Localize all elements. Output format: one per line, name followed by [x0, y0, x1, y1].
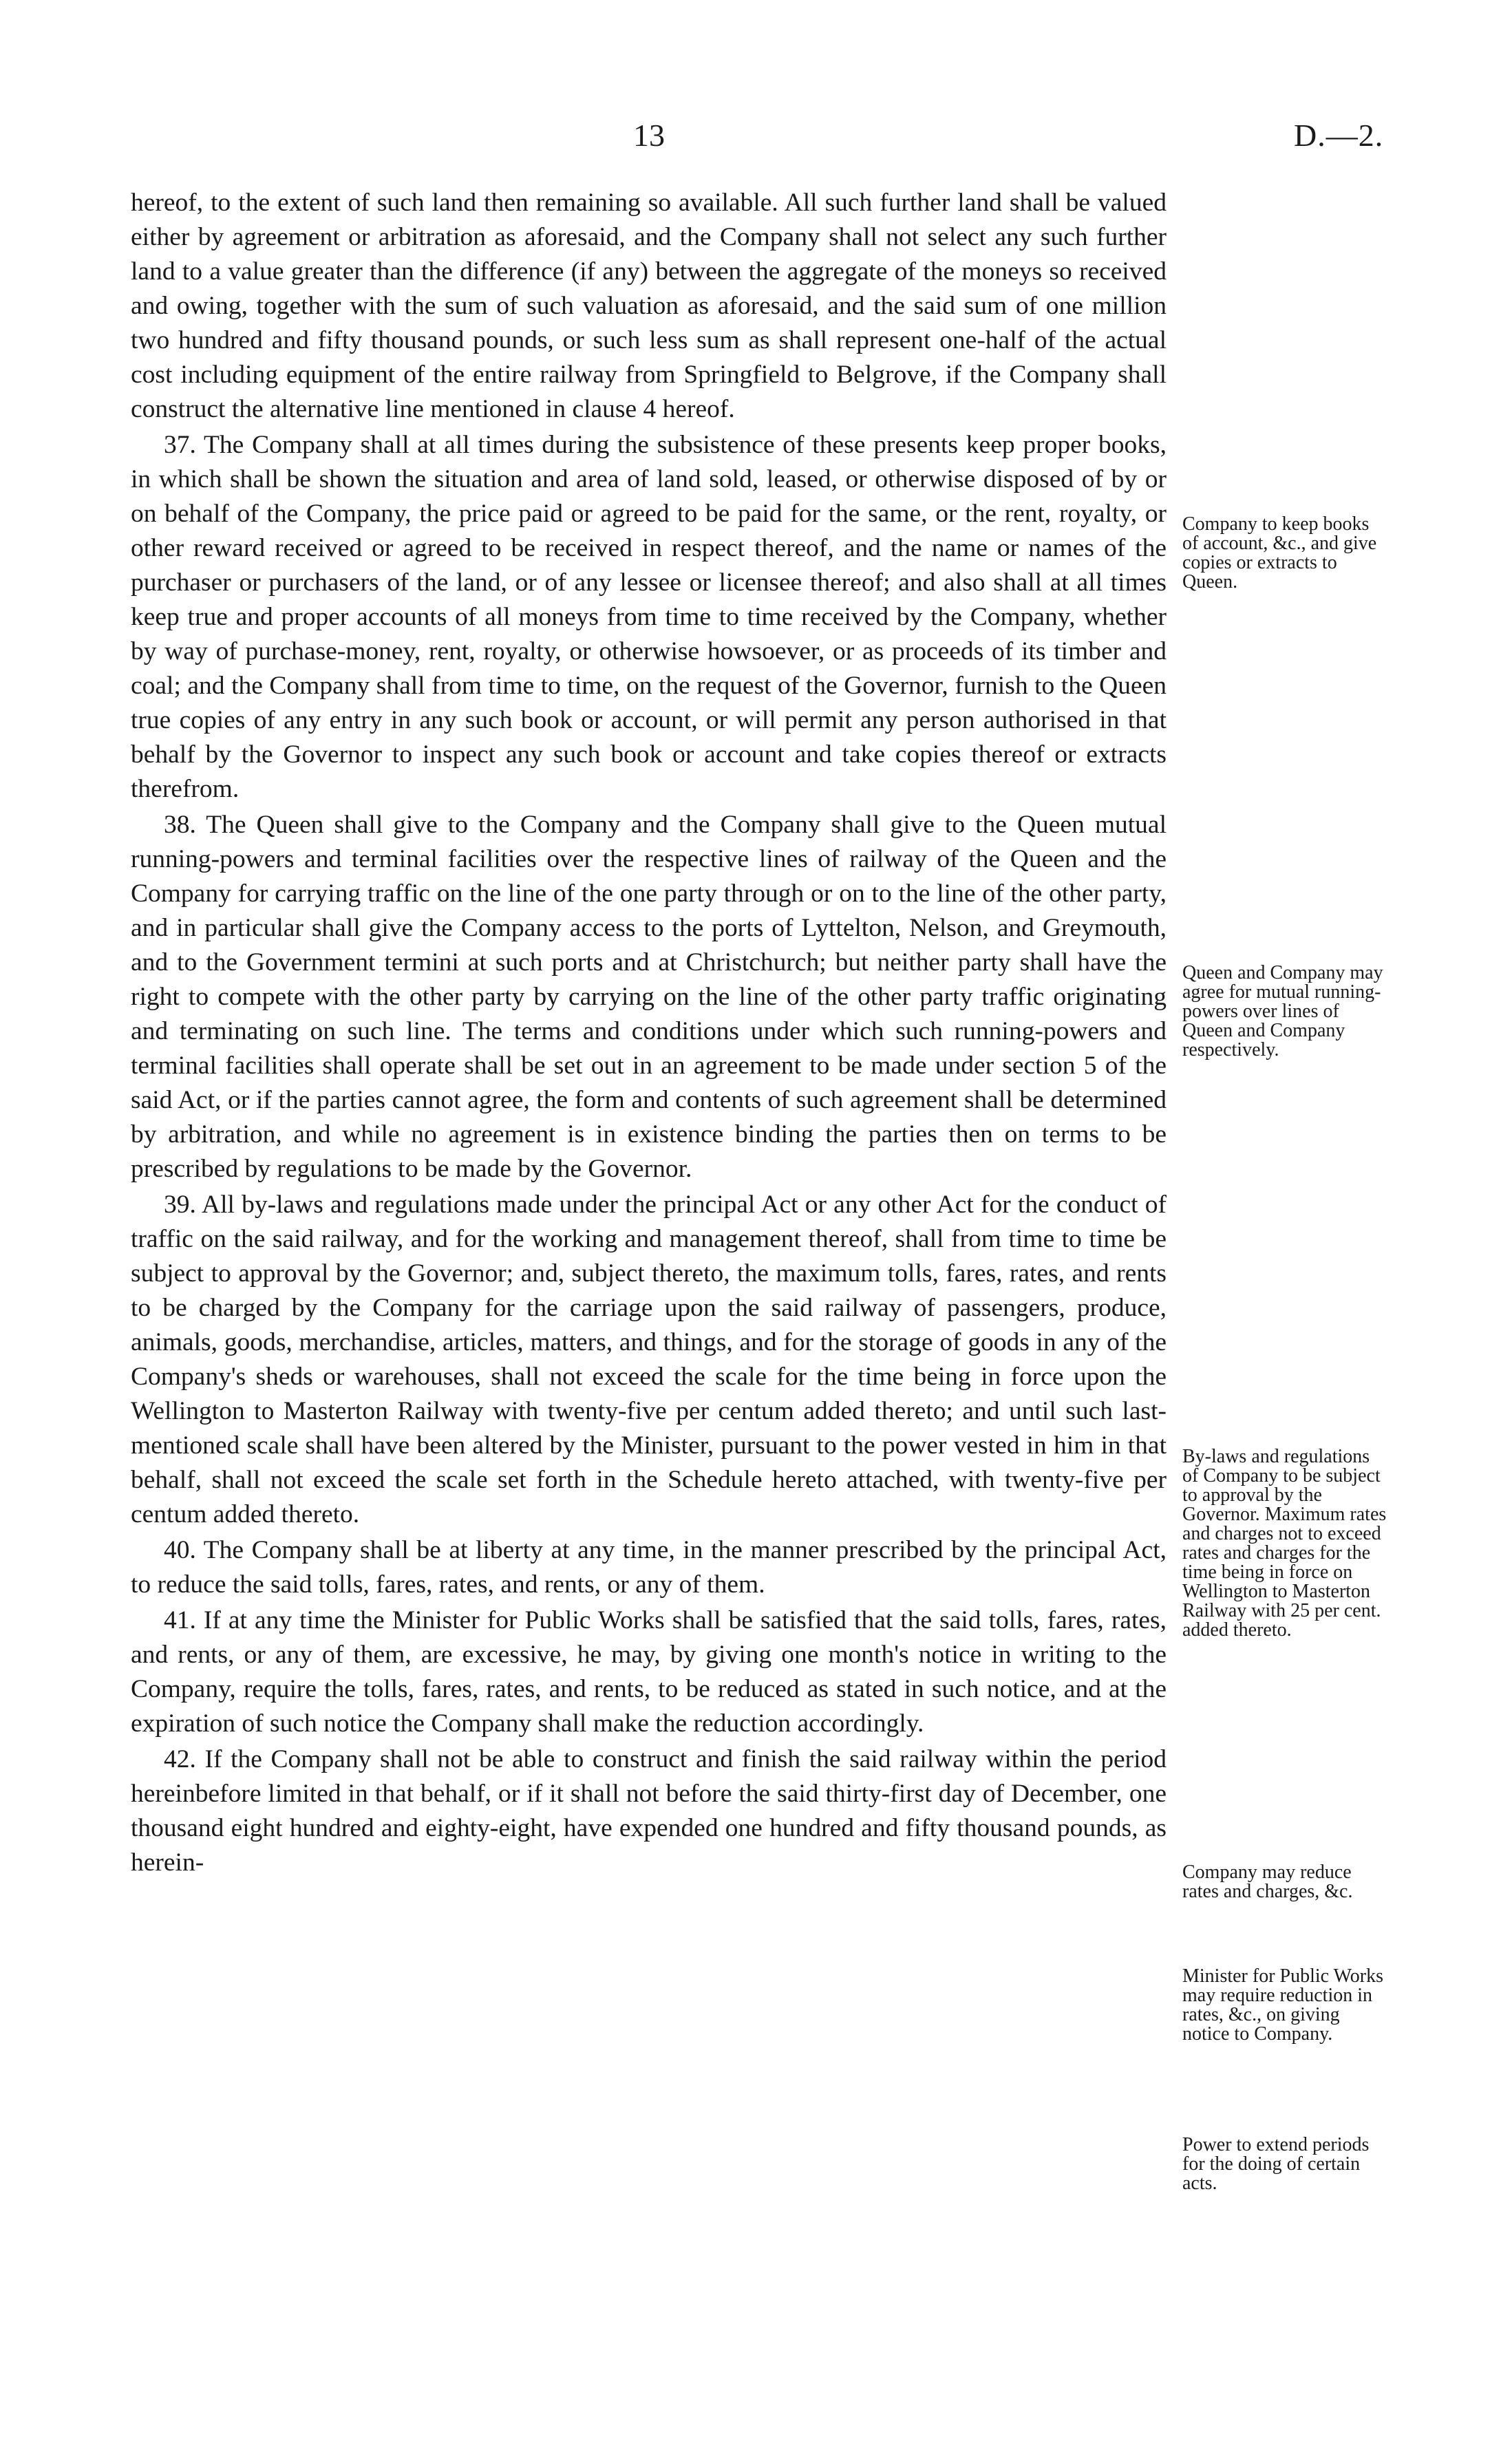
- margin-note-clause-40: Company may reduce rates and charges, &c.: [1182, 1862, 1353, 1902]
- clause-42: 42. If the Company shall not be able to construct and finish the said railway within the period hereinbefore limited in that behalf, or if it shall not before the said thirty-first day of December, one thousand eight hundred and eighty-eight, have expended one hundred and fifty thousand pounds, as herein-: [131, 1745, 1167, 1877]
- clause-37: 37. The Company shall at all times during the subsistence of these presents keep proper books, in which shall be shown the situation and area of land sold, leased, or otherwise disposed of by or on behalf of the Company, the price paid or agreed to be paid for the same, or the rent, royalty, or other reward received or agreed to be received in respect thereof, and the name or names of the purchaser or purchasers of the land, or of any lessee or licensee thereof; and also shall at all times keep true and proper accounts of all moneys from time to time received by the Company, whether by way of purchase-money, rent, royalty, or otherwise howsoever, or as proceeds of its timber and coal; and the Company shall from time to time, on the request of the Governor, furnish to the Queen true copies of any entry in any such book or account, or will permit any person authorised in that behalf by the Governor to inspect any such book or account and take copies thereof or extracts therefrom.: [131, 431, 1167, 803]
- clause-40: 40. The Company shall be at liberty at any time, in the manner prescribed by the principal Act, to reduce the said tolls, fares, rates, and rents, or any of them.: [131, 1536, 1167, 1599]
- clause-39: 39. All by-laws and regulations made under the principal Act or any other Act for the conduct of traffic on the said railway, and for the working and management thereof, shall from time to time be subject to approval by the Governor; and, subject thereto, the maximum tolls, fares, rates, and rents to be charged by the Company for the carriage upon the said railway of passengers, produce, animals, goods, merchandise, articles, matters, and things, and for the storage of goods in any of the Company's sheds or warehouses, shall not exceed the scale for the time being in force upon the Wellington to Masterton Railway with twenty-five per centum added thereto; and until such last-mentioned scale shall have been altered by the Minister, pursuant to the power vested in him in that behalf, shall not exceed the scale set forth in the Schedule hereto attached, with twenty-five per centum added thereto.: [131, 1191, 1167, 1528]
- margin-note-clause-37: Company to keep books of account, &c., and give copies or extracts to Queen.: [1182, 513, 1377, 593]
- clause-41: 41. If at any time the Minister for Public Works shall be satisfied that the said tolls, fares, rates, and rents, or any of them, are excessive, he may, by giving one month's notice in writing to the Company, require the tolls, fares, rates, and rents, to be reduced as stated in such notice, and at the expiration of such notice the Company shall make the reduction accordingly.: [131, 1606, 1167, 1738]
- page-number: 13: [633, 118, 665, 153]
- document-reference: D.—2.: [1294, 118, 1384, 153]
- margin-note-clause-38: Queen and Company may agree for mutual running-powers over lines of Queen and Company respectively.: [1182, 962, 1383, 1060]
- body-text: [131, 186, 1167, 1881]
- margin-note-clause-39: By-laws and regulations of Company to be subject to approval by the Governor. Maximum rates and charges not to exceed rates and charges for the time being in force on Wellington to Masterton Railway with 25 per cent. added thereto.: [1182, 1446, 1387, 1641]
- margin-note-clause-42: Power to extend periods for the doing of certain acts.: [1182, 2134, 1370, 2194]
- paragraph-continuation: hereof, to the extent of such land then remaining so available. All such further land shall be valued either by agreement or arbitration as aforesaid, and the Company shall not select any such further land to a value greater than the difference (if any) between the aggregate of the moneys so received and owing, together with the sum of such valuation as aforesaid, and the said sum of one million two hundred and fifty thousand pounds, or such less sum as shall represent one-half of the actual cost including equipment of the entire railway from Springfield to Belgrove, if the Company shall construct the alternative line mentioned in clause 4 hereof.: [131, 189, 1167, 423]
- margin-note-clause-41: Minister for Public Works may require reduction in rates, &c., on giving notice to Company.: [1182, 1965, 1383, 2045]
- clause-38: 38. The Queen shall give to the Company and the Company shall give to the Queen mutual running-powers and terminal facilities over the respective lines of railway of the Queen and the Company for carrying traffic on the line of the one party through or on to the line of the other party, and in particular shall give the Company access to the ports of Lyttelton, Nelson, and Greymouth, and to the Government termini at such ports and at Christchurch; but neither party shall have the right to compete with the other party by carrying on the line of the other party traffic originating and terminating on such line. The terms and conditions under which such running-powers and terminal facilities shall operate shall be set out in an agreement to be made under section 5 of the said Act, or if the parties cannot agree, the form and contents of such agreement shall be determined by arbitration, and while no agreement is in existence binding the parties then on terms to be prescribed by regulations to be made by the Governor.: [131, 811, 1167, 1183]
